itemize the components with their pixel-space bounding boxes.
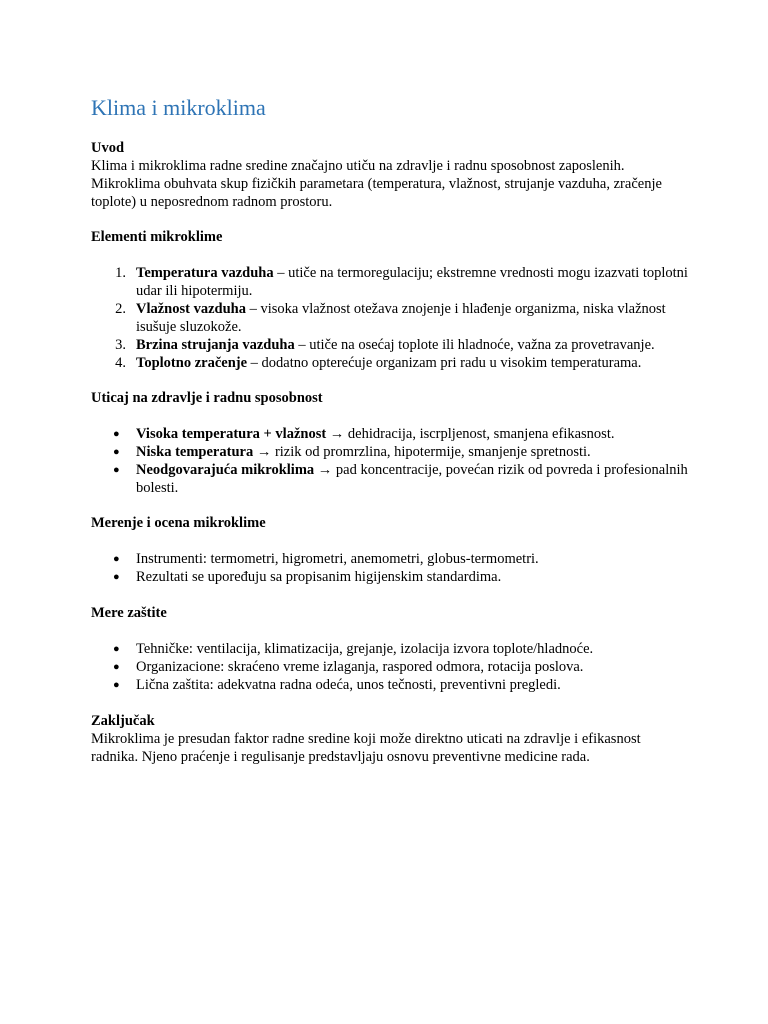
list-item bbox=[91, 676, 691, 694]
list-item bbox=[91, 461, 691, 497]
item-text: Organizacione: skraćeno vreme izlaganja, raspored odmora, rotacija poslova. bbox=[136, 659, 584, 675]
list-item bbox=[91, 300, 691, 336]
item-term: Niska temperatura bbox=[136, 444, 254, 460]
item-term: Vlažnost vazduha bbox=[136, 301, 246, 317]
item-text: Rezultati se upoređuju sa propisanim higijenskim standardima. bbox=[136, 569, 502, 585]
bullet-icon: ● bbox=[113, 446, 120, 458]
list-number: 4. bbox=[115, 355, 126, 371]
list-item bbox=[91, 550, 691, 568]
item-text: – dodatno opterećuje organizam pri radu u visokim temperaturama. bbox=[247, 355, 642, 371]
item-text: – utiče na osećaj toplote ili hladnoće, važna za provetravanje. bbox=[294, 337, 655, 353]
item-text: – utiče na termoregulaciju; ekstremne vrednosti mogu izazvati toplotni udar ili hipotermiju. bbox=[136, 265, 688, 299]
item-text: Instrumenti: termometri, higrometri, anemometri, globus-termometri. bbox=[136, 551, 539, 567]
item-text: Tehničke: ventilacija, klimatizacija, grejanje, izolacija izvora toplote/hladnoće. bbox=[136, 641, 594, 657]
measurement-heading: Merenje i ocena mikroklime bbox=[91, 515, 266, 531]
protection-list bbox=[91, 640, 691, 694]
impact-section bbox=[91, 389, 691, 407]
list-item bbox=[91, 354, 691, 372]
item-term: Toplotno zračenje bbox=[136, 355, 248, 371]
impact-heading: Uticaj na zdravlje i radnu sposobnost bbox=[91, 390, 323, 406]
bullet-icon: ● bbox=[113, 428, 120, 440]
conclusion-text: Mikroklima je presudan faktor radne sredine koji može direktno uticati na zdravlje i efikasnost radnika. Njeno praćenje i regulisanje predstavljaju osnovu preventivne medicine rada. bbox=[91, 731, 641, 765]
bullet-icon: ● bbox=[113, 553, 120, 565]
bullet-icon: ● bbox=[113, 679, 120, 691]
list-number: 1. bbox=[115, 265, 126, 281]
impact-list bbox=[91, 425, 691, 497]
list-item bbox=[91, 264, 691, 300]
list-item bbox=[91, 658, 691, 676]
bullet-icon: ● bbox=[113, 464, 120, 476]
conclusion-section bbox=[91, 712, 691, 766]
item-text: → pad koncentracije, povećan rizik od povreda i profesionalnih bolesti. bbox=[136, 462, 688, 496]
bullet-icon: ● bbox=[113, 643, 120, 655]
item-text: Lična zaštita: adekvatna radna odeća, unos tečnosti, preventivni pregledi. bbox=[136, 677, 561, 693]
list-item bbox=[91, 443, 691, 461]
list-item bbox=[91, 640, 691, 658]
item-term: Brzina strujanja vazduha bbox=[136, 337, 295, 353]
bullet-icon: ● bbox=[113, 661, 120, 673]
document-title: Klima i mikroklima bbox=[91, 95, 266, 120]
protection-section bbox=[91, 604, 691, 622]
bullet-icon: ● bbox=[113, 571, 120, 583]
list-item bbox=[91, 336, 691, 354]
list-number: 2. bbox=[115, 301, 126, 317]
list-number: 3. bbox=[115, 337, 126, 353]
item-term: Neodgovarajuća mikroklima bbox=[136, 462, 315, 478]
protection-heading: Mere zaštite bbox=[91, 605, 167, 621]
item-text: – visoka vlažnost otežava znojenje i hlađenje organizma, niska vlažnost isušuje sluzokože. bbox=[136, 301, 666, 335]
list-item bbox=[91, 425, 691, 443]
elements-list bbox=[91, 264, 691, 372]
list-item bbox=[91, 568, 691, 586]
intro-heading: Uvod bbox=[91, 140, 125, 156]
item-text: → dehidracija, iscrpljenost, smanjena efikasnost. bbox=[326, 426, 615, 442]
intro-section bbox=[91, 139, 691, 211]
conclusion-heading: Zaključak bbox=[91, 713, 155, 729]
intro-text: Klima i mikroklima radne sredine značajno utiču na zdravlje i radnu sposobnost zaposlenih. Mikroklima obuhvata skup fizičkih parametara (temperatura, vlažnost, strujanje vazduha, zračenje toplote) u neposrednom radnom prostoru. bbox=[91, 158, 662, 210]
item-term: Visoka temperatura + vlažnost bbox=[136, 426, 327, 442]
measurement-section bbox=[91, 514, 691, 532]
elements-heading: Elementi mikroklime bbox=[91, 229, 223, 245]
elements-section bbox=[91, 228, 691, 246]
item-term: Temperatura vazduha bbox=[136, 265, 274, 281]
item-text: → rizik od promrzlina, hipotermije, smanjenje spretnosti. bbox=[253, 444, 591, 460]
measurement-list bbox=[91, 550, 691, 586]
